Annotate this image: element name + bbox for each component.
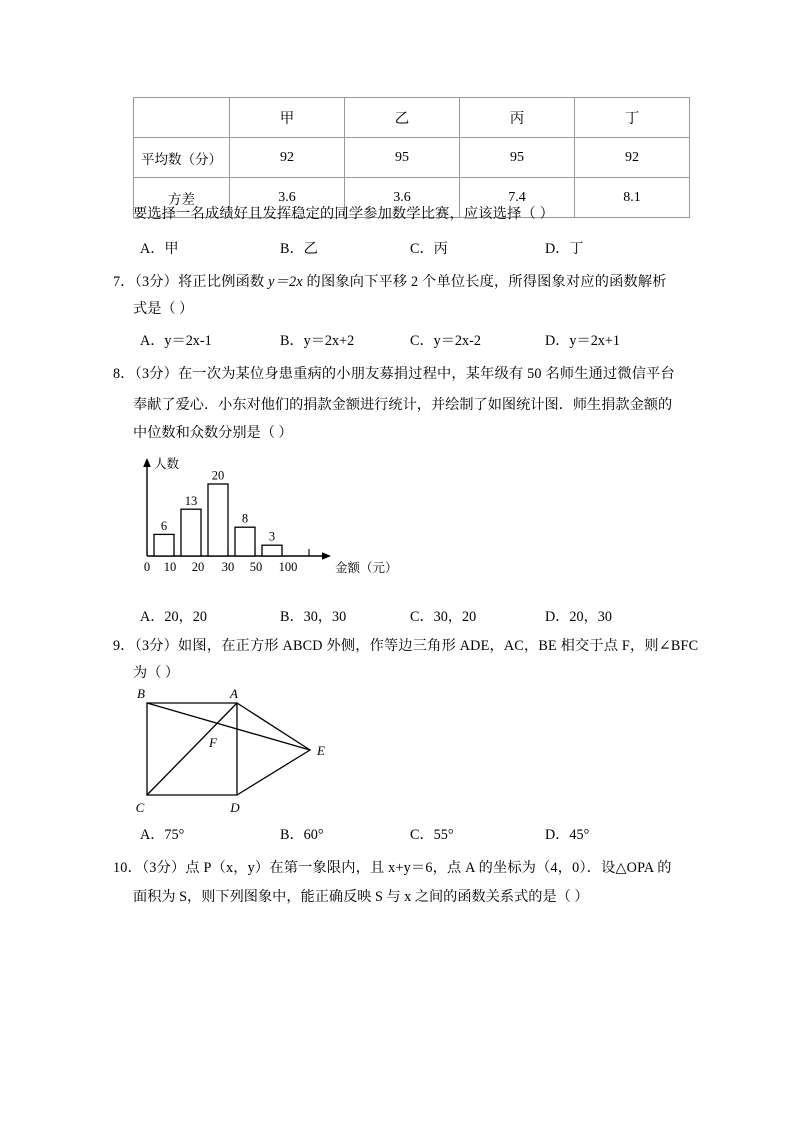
table-row-header bbox=[134, 98, 690, 138]
cell-var-yi: 3.6 bbox=[345, 178, 460, 218]
q7-option-d[interactable]: D．y＝2x+1 bbox=[545, 333, 620, 349]
q8-option-a[interactable]: A．20，20 bbox=[140, 609, 207, 625]
q6-option-c[interactable]: C．丙 bbox=[410, 241, 448, 257]
q7-option-c[interactable]: C．y＝2x‑2 bbox=[410, 333, 481, 349]
x-axis-tick-labels bbox=[144, 560, 298, 574]
vertex-label-A: A bbox=[230, 688, 238, 701]
q6-option-a[interactable]: A．甲 bbox=[140, 241, 179, 257]
tick-label-100: 100 bbox=[278, 560, 298, 574]
question-6-stem: 要选择一名成绩好且发挥稳定的同学参加数学比赛，应该选择（ ） bbox=[133, 206, 554, 222]
bar-30 bbox=[208, 484, 228, 556]
q6-option-b[interactable]: B．乙 bbox=[280, 241, 318, 257]
q7-score: （3分） bbox=[134, 274, 179, 290]
q10-score: （3分） bbox=[141, 860, 186, 876]
bar-label-20: 13 bbox=[184, 494, 198, 508]
vertex-label-F: F bbox=[209, 735, 217, 750]
segment-BE bbox=[147, 703, 310, 750]
q7-text-a: 将正比例函数 bbox=[178, 274, 269, 290]
bar-50 bbox=[235, 527, 255, 556]
vertex-label-B: B bbox=[137, 688, 145, 701]
q7-option-a[interactable]: A．y＝2x‑1 bbox=[140, 333, 212, 349]
bar-label-30: 20 bbox=[211, 468, 225, 483]
question-6-options bbox=[113, 238, 683, 257]
q8-number: 8． bbox=[113, 366, 135, 382]
tick-label-10: 10 bbox=[163, 560, 177, 574]
question-8-options bbox=[113, 606, 683, 625]
bar-chart-svg bbox=[130, 452, 430, 587]
bar-group bbox=[154, 484, 282, 556]
table-header-yi: 乙 bbox=[345, 98, 460, 138]
table-header-bing: 丙 bbox=[460, 98, 575, 138]
y-axis-title: 人数 bbox=[154, 457, 180, 471]
cell-mean-bing: 95 bbox=[460, 138, 575, 178]
q8-option-b[interactable]: B．30，30 bbox=[280, 609, 347, 625]
vertex-label-D: D bbox=[230, 800, 240, 815]
q8-score: （3分） bbox=[134, 366, 179, 382]
q8-option-c[interactable]: C．30，20 bbox=[410, 609, 477, 625]
question-9-line2: 为（ ） bbox=[133, 665, 180, 681]
question-7-line1 bbox=[113, 274, 667, 291]
q7-number: 7． bbox=[113, 274, 135, 290]
question-10-line1 bbox=[113, 860, 672, 877]
statistics-table bbox=[133, 97, 690, 218]
geometry-lines bbox=[147, 703, 310, 795]
cell-var-jia: 3.6 bbox=[230, 178, 345, 218]
q7-formula: y＝2x bbox=[268, 274, 303, 290]
tick-label-50: 50 bbox=[249, 560, 263, 574]
q9-option-c[interactable]: C．55° bbox=[410, 827, 454, 843]
q9-text-1: 如图，在正方形 ABCD 外侧，作等边三角形 ADE，AC，BE 相交于点 F，则∠BFC bbox=[178, 638, 699, 654]
question-10-line2: 面积为 S，则下列图象中，能正确反映 S 与 x 之间的函数关系式的是（ ） bbox=[133, 889, 589, 905]
cell-var-ding: 8.1 bbox=[575, 178, 690, 218]
segment-AE bbox=[237, 703, 310, 750]
geometry-svg bbox=[130, 688, 370, 818]
row-label-variance: 方差 bbox=[134, 178, 230, 218]
tick-label-20: 20 bbox=[191, 560, 205, 574]
q10-number: 10． bbox=[113, 860, 142, 876]
q9-number: 9． bbox=[113, 638, 135, 654]
segment-DE bbox=[237, 750, 310, 795]
question-9-options bbox=[113, 824, 683, 843]
bar-label-100: 3 bbox=[268, 529, 276, 544]
question-8-line2: 奉献了爱心．小东对他们的捐款金额进行统计，并绘制了如图统计图．师生捐款金额的 bbox=[133, 397, 673, 413]
table-row-mean bbox=[134, 138, 690, 178]
bar-10 bbox=[154, 534, 174, 556]
table-header-ding: 丁 bbox=[575, 98, 690, 138]
cell-mean-yi: 95 bbox=[345, 138, 460, 178]
q9-option-b[interactable]: B．60° bbox=[280, 827, 324, 843]
bar-20 bbox=[181, 509, 201, 556]
question-9-line1 bbox=[113, 638, 698, 655]
tick-label-0: 0 bbox=[143, 560, 151, 574]
question-8-line1 bbox=[113, 366, 675, 383]
bar-label-50: 8 bbox=[241, 511, 249, 526]
segment-AC bbox=[147, 703, 237, 795]
q10-text-1: 点 P（x，y）在第一象限内，且 x+y＝6，点 A 的坐标为（4，0）．设△OPA 的 bbox=[185, 860, 672, 876]
q6-option-d[interactable]: D．丁 bbox=[545, 241, 584, 257]
bar-label-10: 6 bbox=[160, 519, 168, 533]
q9-score: （3分） bbox=[134, 638, 179, 654]
x-axis-title: 金额（元） bbox=[335, 561, 398, 575]
row-label-mean: 平均数（分） bbox=[134, 138, 230, 178]
vertex-label-C: C bbox=[135, 800, 145, 815]
x-axis-arrowhead bbox=[322, 552, 331, 560]
q7-text-c: 的图象向下平移 2 个单位长度，所得图象对应的函数解析 bbox=[302, 274, 667, 290]
cell-var-bing: 7.4 bbox=[460, 178, 575, 218]
y-axis-arrowhead bbox=[143, 458, 151, 467]
table-header-jia: 甲 bbox=[230, 98, 345, 138]
cell-mean-ding: 92 bbox=[575, 138, 690, 178]
cell-mean-jia: 92 bbox=[230, 138, 345, 178]
table-cell-corner bbox=[134, 98, 230, 138]
bar-100 bbox=[262, 545, 282, 556]
question-7-line2: 式是（ ） bbox=[133, 301, 194, 317]
geometry-figure-q9 bbox=[130, 688, 370, 818]
q7-option-b[interactable]: B．y＝2x+2 bbox=[280, 333, 355, 349]
q9-option-a[interactable]: A．75° bbox=[140, 827, 185, 843]
question-8-line3: 中位数和众数分别是（ ） bbox=[133, 425, 293, 441]
q8-option-d[interactable]: D．20，30 bbox=[545, 609, 612, 625]
donation-bar-chart bbox=[130, 452, 430, 587]
tick-label-30: 30 bbox=[221, 560, 235, 574]
vertex-label-E: E bbox=[317, 743, 325, 758]
q9-option-d[interactable]: D．45° bbox=[545, 827, 590, 843]
question-7-options bbox=[113, 330, 683, 349]
q8-text-1: 在一次为某位身患重病的小朋友募捐过程中，某年级有 50 名师生通过微信平台 bbox=[178, 366, 675, 382]
